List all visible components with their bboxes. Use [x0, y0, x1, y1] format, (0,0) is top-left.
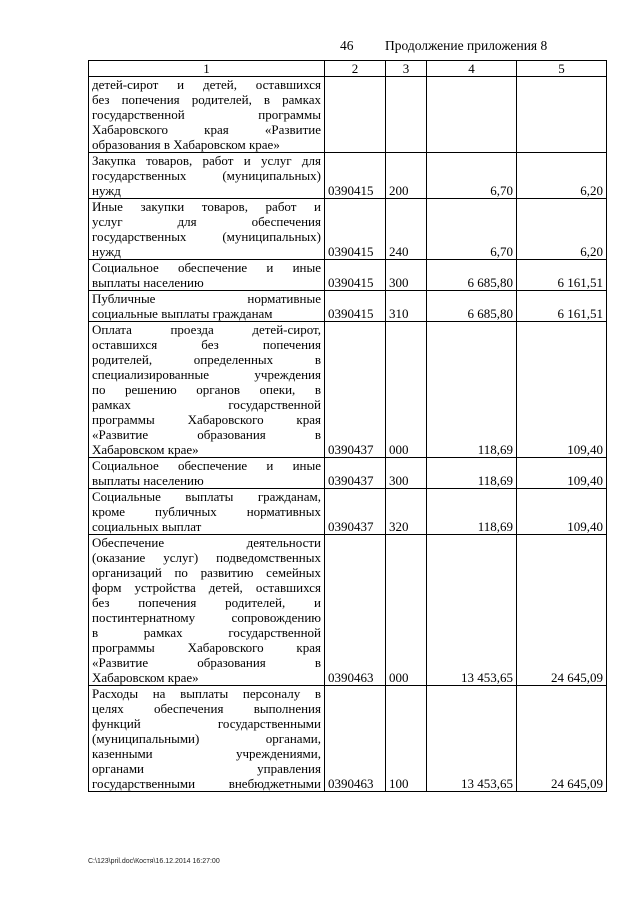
row-description [89, 77, 325, 153]
description-line: кроме публичных нормативных [92, 504, 321, 519]
description-line: «Развитие образования в [92, 655, 321, 670]
description-line: функций государственными [92, 716, 321, 731]
target-code: 0390437 [325, 489, 386, 535]
column-number: 3 [386, 61, 427, 77]
amount-col4: 6 685,80 [427, 291, 517, 322]
amount-col5: 6 161,51 [517, 260, 607, 291]
description-line: (оказание услуг) подведомственных [92, 550, 321, 565]
target-code: 0390437 [325, 458, 386, 489]
amount-col5: 6,20 [517, 199, 607, 260]
description-line: программы Хабаровского края [92, 412, 321, 427]
description-line: казенными учреждениями, [92, 746, 321, 761]
table-row [89, 458, 607, 489]
row-description [89, 291, 325, 322]
amount-col5 [517, 77, 607, 153]
budget-table [88, 60, 607, 792]
description-line: государственных (муниципальных) [92, 168, 321, 183]
description-line: Оплата проезда детей-сирот, [92, 322, 321, 337]
target-code: 0390463 [325, 535, 386, 686]
table-row [89, 199, 607, 260]
row-description [89, 458, 325, 489]
amount-col5: 6 161,51 [517, 291, 607, 322]
expense-type: 300 [386, 458, 427, 489]
description-line: организаций по развитию семейных [92, 565, 321, 580]
description-line: в рамках государственной [92, 625, 321, 640]
expense-type: 240 [386, 199, 427, 260]
description-line: Социальное обеспечение и иные [92, 458, 321, 473]
description-line: нужд [92, 183, 121, 198]
target-code: 0390463 [325, 686, 386, 792]
description-line: государственными внебюджетными [92, 776, 321, 791]
description-line: выплаты населению [92, 473, 204, 488]
expense-type: 320 [386, 489, 427, 535]
row-description [89, 686, 325, 792]
expense-type: 200 [386, 153, 427, 199]
amount-col4: 6,70 [427, 153, 517, 199]
table-row [89, 489, 607, 535]
amount-col5: 24 645,09 [517, 686, 607, 792]
description-line: (муниципальными) органами, [92, 731, 321, 746]
table-row [89, 77, 607, 153]
amount-col5: 109,40 [517, 458, 607, 489]
page-number: 46 [340, 38, 354, 53]
description-line: социальные выплаты гражданам [92, 306, 273, 321]
description-line: социальных выплат [92, 519, 202, 534]
target-code: 0390415 [325, 153, 386, 199]
expense-type: 000 [386, 535, 427, 686]
column-number: 5 [517, 61, 607, 77]
table-row [89, 153, 607, 199]
description-line: Социальное обеспечение и иные [92, 260, 321, 275]
description-line: «Развитие образования в [92, 427, 321, 442]
row-description [89, 489, 325, 535]
column-number: 1 [89, 61, 325, 77]
expense-type: 000 [386, 322, 427, 458]
description-line: постинтернатному сопровождению [92, 610, 321, 625]
description-line: Хабаровском крае» [92, 442, 199, 457]
amount-col4: 13 453,65 [427, 535, 517, 686]
table-row [89, 535, 607, 686]
description-line: образования в Хабаровском крае» [92, 137, 280, 152]
description-line: по решению органов опеки, в [92, 382, 321, 397]
row-description [89, 153, 325, 199]
target-code: 0390415 [325, 260, 386, 291]
description-line: оставшихся без попечения [92, 337, 321, 352]
description-line: форм устройства детей, оставшихся [92, 580, 321, 595]
amount-col4: 6,70 [427, 199, 517, 260]
column-number: 2 [325, 61, 386, 77]
amount-col4: 13 453,65 [427, 686, 517, 792]
amount-col4: 118,69 [427, 458, 517, 489]
amount-col5: 24 645,09 [517, 535, 607, 686]
description-line: специализированные учреждения [92, 367, 321, 382]
table-row [89, 322, 607, 458]
table-row [89, 686, 607, 792]
table-row [89, 260, 607, 291]
description-line: нужд [92, 244, 121, 259]
expense-type: 300 [386, 260, 427, 291]
column-number-row [89, 61, 607, 77]
description-line: Обеспечение деятельности [92, 535, 321, 550]
page-header [0, 38, 640, 58]
description-line: детей-сирот и детей, оставшихся [92, 77, 321, 92]
expense-type: 100 [386, 686, 427, 792]
row-description [89, 199, 325, 260]
amount-col5: 109,40 [517, 489, 607, 535]
expense-type: 310 [386, 291, 427, 322]
description-line: Хабаровском крае» [92, 670, 199, 685]
continuation-label: Продолжение приложения 8 [385, 38, 548, 53]
description-line: без попечения родителей, в рамках [92, 92, 321, 107]
description-line: Хабаровского края «Развитие [92, 122, 321, 137]
description-line: рамках государственной [92, 397, 321, 412]
description-line: Социальные выплаты гражданам, [92, 489, 321, 504]
row-description [89, 322, 325, 458]
description-line: выплаты населению [92, 275, 204, 290]
target-code [325, 77, 386, 153]
description-line: органами управления [92, 761, 321, 776]
description-line: родителей, определенных в [92, 352, 321, 367]
description-line: Расходы на выплаты персоналу в [92, 686, 321, 701]
description-line: государственной программы [92, 107, 321, 122]
amount-col4: 118,69 [427, 322, 517, 458]
file-path-footer: C:\123\pril.doc\Костя\16.12.2014 16:27:00 [88, 858, 220, 865]
amount-col4: 118,69 [427, 489, 517, 535]
column-number: 4 [427, 61, 517, 77]
description-line: без попечения родителей, и [92, 595, 321, 610]
description-line: целях обеспечения выполнения [92, 701, 321, 716]
description-line: услуг для обеспечения [92, 214, 321, 229]
description-line: Закупка товаров, работ и услуг для [92, 153, 321, 168]
amount-col4 [427, 77, 517, 153]
amount-col4: 6 685,80 [427, 260, 517, 291]
target-code: 0390415 [325, 291, 386, 322]
description-line: Публичные нормативные [92, 291, 321, 306]
description-line: государственных (муниципальных) [92, 229, 321, 244]
target-code: 0390437 [325, 322, 386, 458]
description-line: Иные закупки товаров, работ и [92, 199, 321, 214]
row-description [89, 260, 325, 291]
row-description [89, 535, 325, 686]
expense-type [386, 77, 427, 153]
amount-col5: 6,20 [517, 153, 607, 199]
target-code: 0390415 [325, 199, 386, 260]
amount-col5: 109,40 [517, 322, 607, 458]
table-row [89, 291, 607, 322]
description-line: программы Хабаровского края [92, 640, 321, 655]
